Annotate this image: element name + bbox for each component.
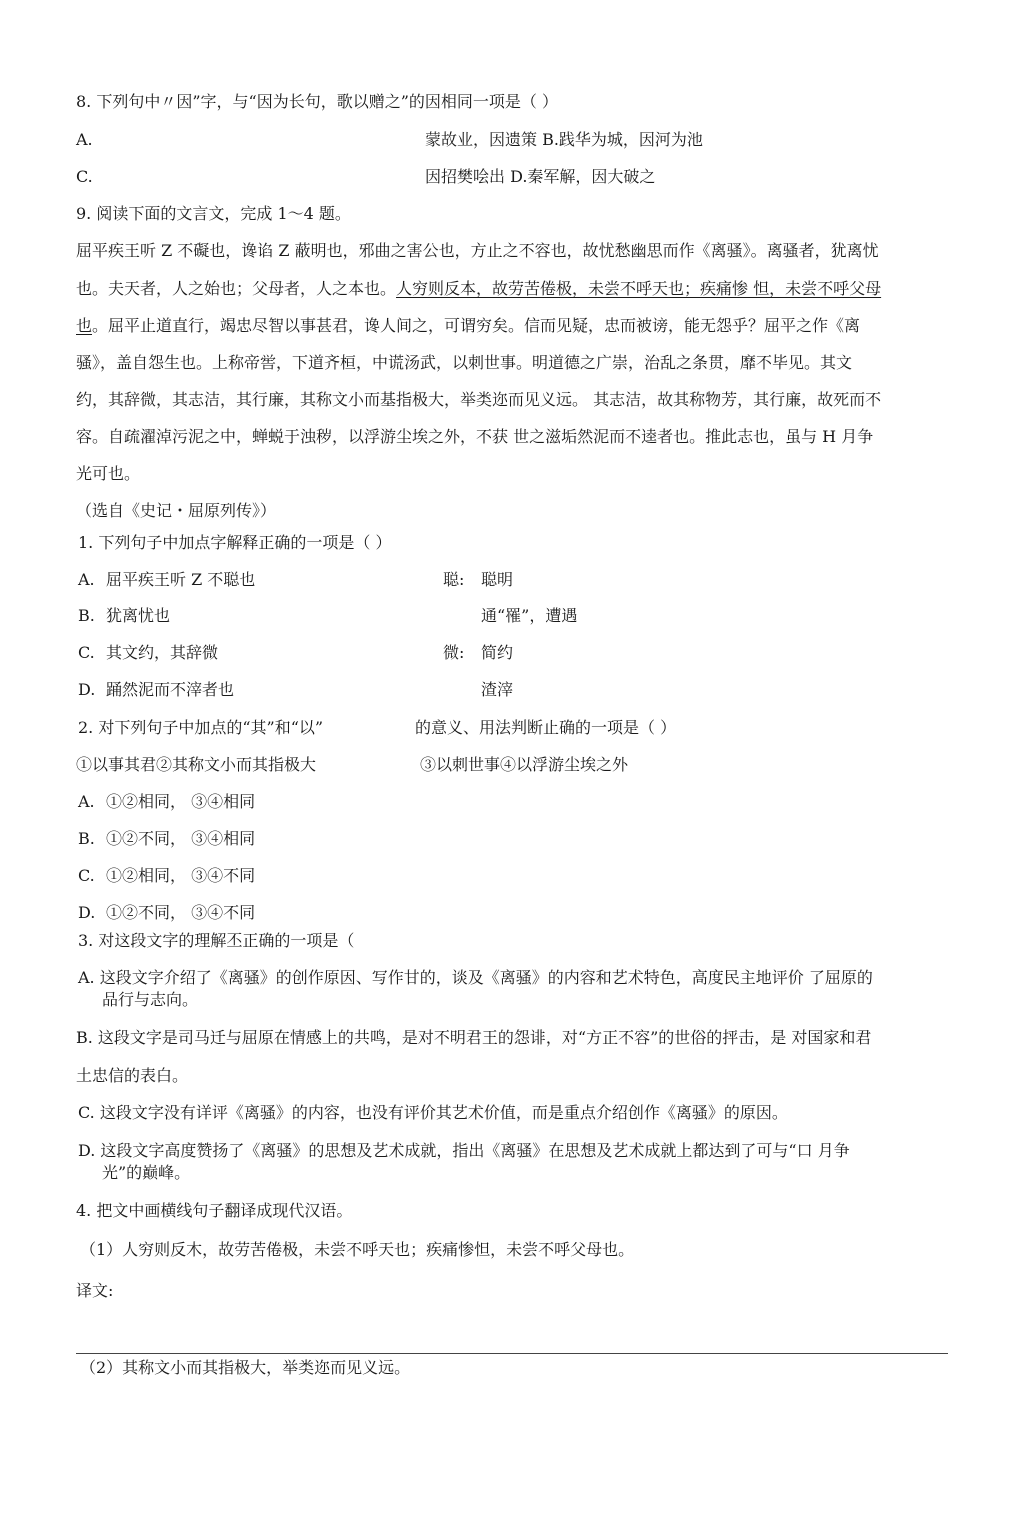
passage-text: 也。夫天者，人之始也；父母者，人之本也。 (76, 279, 397, 298)
passage-underlined-sentence: 也 (76, 316, 93, 335)
s3-option-a: A. 这段文字介绍了《离骚》的创作原因、写作甘的，谈及《离骚》的内容和艺术特色，高度民主地评价 了屈原的 (78, 968, 873, 987)
s3-option-d: D. 这段文字高度赞扬了《离骚》的思想及艺术成就，指出《离骚》在思想及艺术成就上都达到了可与“口 月争 (78, 1141, 850, 1160)
s2-option-a-label: A. (78, 792, 95, 811)
answer-line (76, 1353, 948, 1354)
s1-option-a-label: A. (78, 570, 95, 589)
s2-option-c-text: ①②相同， ③④不同 (106, 866, 256, 885)
s1-option-c-gloss: 简约 (481, 643, 514, 662)
s2-option-b-text: ①②不同， ③④相同 (106, 829, 256, 848)
s3-option-d-continued: 光”的巅峰。 (102, 1163, 191, 1182)
s1-option-b-gloss: 通“罹”，遭遇 (481, 606, 578, 625)
s1-option-b-label: B. (78, 606, 95, 625)
s3-option-b: B. 这段文字是司马迁与屈原在情感上的共鸣，是对不明君王的怨诽，对“方正不容”的世俗的抨击，是 对国家和君 (76, 1028, 872, 1047)
s4-answer-label: 译文: (76, 1281, 114, 1300)
s1-option-a-text: 屈平疾王听 Z 不聪也 (106, 570, 256, 589)
q9-stem: 9. 阅读下面的文言文，完成 1～4 题。 (76, 204, 351, 223)
s3-stem: 3. 对这段文字的理解丕正确的一项是（ (78, 931, 355, 950)
s2-items-left: ①以事其君②其称文小而其指极大 (76, 755, 317, 774)
s2-items-right: ③以刺世事④以浮游尘埃之外 (420, 755, 629, 774)
q8-option-a-text: 蒙故业，因遗策 B.践华为城，因河为池 (425, 130, 703, 149)
q8-option-c-text: 因招樊哙出 D.秦军解，因大破之 (425, 167, 656, 186)
s3-option-c: C. 这段文字没有详评《离骚》的内容，也没有评价其艺术价值，而是重点介绍创作《离骚》的原因。 (78, 1103, 788, 1122)
passage-underlined-sentence: 人穷则反本，故劳苦倦极，未尝不呼天也；疾痛惨 怛，未尝不呼父母 (396, 279, 882, 298)
q8-option-a-label: A. (76, 130, 93, 149)
s3-option-b-continued: 土忠信的表白。 (76, 1066, 189, 1085)
s1-option-a-gloss: 聪明 (481, 570, 514, 589)
passage-text: 。屈平止道直行，竭忠尽智以事甚君，谗人间之，可谓穷矣。信而见疑，忠而被谤，能无怨乎？屈平之作《离 (92, 316, 861, 335)
s1-option-a-key: 聪: (443, 570, 465, 589)
passage-line: 光可也。 (76, 464, 141, 483)
s1-option-c-key: 微: (443, 643, 465, 662)
s1-option-c-text: 其文约，其辞微 (106, 643, 219, 662)
s1-option-d-text: 踊然泥而不滓者也 (106, 680, 235, 699)
s2-stem-left: 2. 对下列句子中加点的“其”和“以” (78, 718, 324, 737)
s1-option-d-gloss: 渣滓 (481, 680, 514, 699)
passage-line: 容。自疏濯淖污泥之中，蝉蜕于浊秽，以浮游尘埃之外，不获 世之滋垢然泥而不逵者也。推此志也，虽与 H 月争 (76, 427, 874, 446)
s1-option-c-label: C. (78, 643, 95, 662)
passage-line: 骚》，盖自怨生也。上称帝喾，下道齐桓，中谎汤武，以刺世事。明道德之广崇，治乱之条贯，靡不毕见。其文 (76, 353, 853, 372)
s2-option-c-label: C. (78, 866, 95, 885)
q8-stem: 8. 下列句中〃因”字，与“因为长句，歌以赠之”的因相同一项是（ ） (76, 92, 558, 111)
s2-option-d-text: ①②不同， ③④不同 (106, 903, 256, 922)
s2-option-d-label: D. (78, 903, 96, 922)
s1-stem: 1. 下列句子中加点字解释正确的一项是（ ） (78, 533, 392, 552)
q8-option-c-label: C. (76, 167, 93, 186)
s2-stem-right: 的意义、用法判断止确的一项是（ ） (415, 718, 677, 737)
passage-line: 约，其辞微，其志洁，其行廉，其称文小而基指极大，举类迩而见义远。 其志洁，故其称物芳，其行廉，故死而不 (76, 390, 882, 409)
s2-option-a-text: ①②相同， ③④相同 (106, 792, 256, 811)
passage-line (76, 316, 860, 336)
passage-line: 屈平疾王听 Z 不礙也，谗谄 Z 蔽明也，邪曲之害公也，方止之不容也，故忧愁幽思而作《离骚》。离骚者，犹离忧 (76, 241, 879, 260)
passage-source: （选自《史记・屈原列传》） (76, 501, 277, 520)
s4-sentence-1: （1）人穷则反木，故劳苦倦极，未尝不呼天也；疾痛惨怛，未尝不呼父母也。 (80, 1240, 635, 1259)
s1-option-b-text: 犹离忧也 (106, 606, 171, 625)
s1-option-d-label: D. (78, 680, 96, 699)
s4-sentence-2: （2）其称文小而其指极大，举类迩而见义远。 (80, 1358, 411, 1377)
s3-option-a-continued: 品行与志向。 (102, 990, 199, 1009)
s4-stem: 4. 把文中画横线句子翻译成现代汉语。 (76, 1201, 353, 1220)
passage-line (76, 279, 881, 299)
s2-option-b-label: B. (78, 829, 95, 848)
